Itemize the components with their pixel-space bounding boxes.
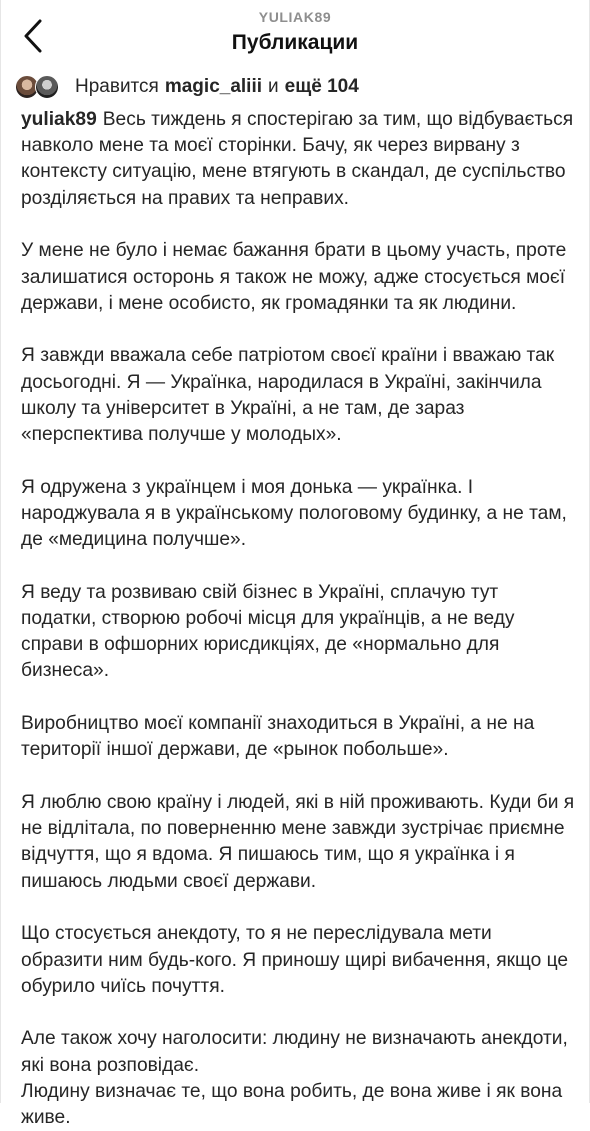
caption-paragraph: Я завжди вважала себе патріотом своєї країни і вважаю так досьогодні. Я — Українка, народилася в Україні, закінчила школу та університет в Україні, а не там, де зараз «перспектива получше у молодых». (21, 345, 555, 446)
likes-and: и (268, 76, 279, 97)
header-username[interactable]: YULIAK89 (258, 9, 332, 25)
caption-paragraph: Але також хочу наголосити: людину не визначають анекдоти, які вона розповідає. (21, 1028, 568, 1076)
avatar (35, 75, 59, 99)
likes-count[interactable]: ещё 104 (284, 76, 359, 97)
post-caption (21, 107, 575, 1131)
likes-row[interactable] (15, 74, 359, 100)
page-title: Публикации (231, 31, 359, 54)
caption-paragraph: Людину визначає те, що вона робить, де вона живе і як вона живе. (21, 1080, 563, 1129)
caption-paragraph: yuliak89 Весь тиждень я спостерігаю за тим, що відбувається навколо мене та моєї сторінки. Бачу, як через вирвану з контексту ситуацію, мене втягують в скандал, де суспільство розділяється на правих та неправих. (21, 109, 574, 209)
likes-prefix: Нравится (75, 76, 159, 97)
caption-paragraph: Я одружена з українцем і моя донька — українка. І народжувала я в українському пологовому будинку, а не там, де «медицина получше». (21, 476, 567, 551)
header (1, 0, 589, 70)
liker-avatars (15, 75, 65, 99)
liker-username[interactable]: magic_aliii (164, 76, 263, 97)
caption-author[interactable]: yuliak89 (21, 109, 97, 130)
caption-paragraph: У мене не було і немає бажання брати в цьому участь, проте залишатися осторонь я також не можу, адже стосується моєї держави, і мене особисто, як громадянки та як людини. (21, 240, 567, 314)
caption-paragraph: Виробництво моєї компанії знаходиться в Україні, а не на території іншої держави, де «рынок побольше». (21, 713, 535, 761)
caption-paragraph: Що стосується анекдоту, то я не переслідувала мети образити ним будь-кого. Я приношу щирі вибачення, якщо це обурило чиїсь почуття. (21, 923, 569, 997)
caption-paragraph: Я люблю свою країну і людей, які в ній проживають. Куди би я не відлітала, по поверненню мене завжди зустрічає приємне відчуття, що я вдома. Я пишаюсь тим, що я українка і я пишаюсь людьми своєї держави. (21, 792, 575, 892)
caption-paragraph: Я веду та розвиваю свій бізнес в Україні, сплачую тут податки, створюю робочі місця для українців, а не веду справи в офшорних юрисдикціях, де «нормально для бизнеса». (21, 581, 515, 682)
